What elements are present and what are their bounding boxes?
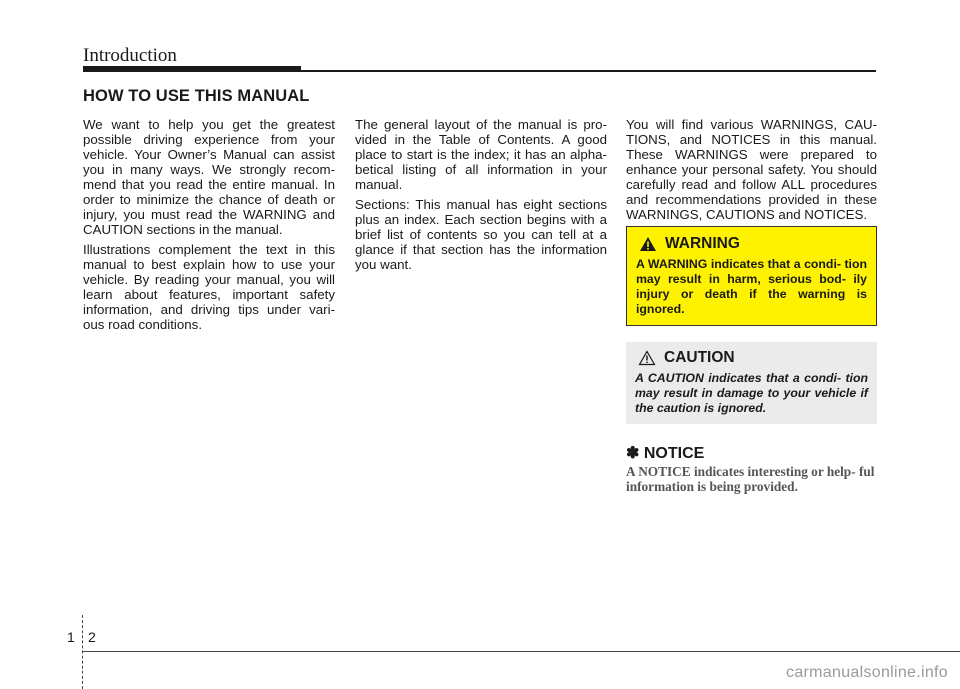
paragraph: Sections: This manual has eight sections plus an index. Each section begins with a brief list of contents so you can tell at a glance if that section has the information you want. <box>355 197 607 272</box>
paragraph: We want to help you get the greatest possible driving experience from your vehicle. Your Owner’s Manual can assist you in many ways. We strongly recom- mend that you read the entire manual. In order to minimize the chance of death or injury, you must read the WARNING and CAUTION sections in the manual. <box>83 117 335 237</box>
caution-triangle-icon <box>638 350 656 366</box>
page-margin-dashed-line <box>82 615 83 689</box>
warning-triangle-icon <box>639 236 657 252</box>
caution-header <box>638 349 868 367</box>
caution-box <box>626 342 877 424</box>
warning-text: A WARNING indicates that a condi- tion may result in harm, serious bod- ily injury or death if the warning is ignored. <box>636 257 867 316</box>
column-1 <box>83 117 335 337</box>
footer-rule <box>83 651 960 652</box>
warning-title: WARNING <box>665 235 740 252</box>
column-3 <box>626 117 877 227</box>
paragraph: The general layout of the manual is pro- vided in the Table of Contents. A good place to start is the index; it has an alpha- betical listing of all information in your manual. <box>355 117 607 192</box>
notice-title-label: NOTICE <box>643 445 705 462</box>
caution-text: A CAUTION indicates that a condi- tion may result in damage to your vehicle if the caution is ignored. <box>635 371 868 415</box>
page-number: 2 <box>88 629 96 645</box>
notice-asterisk-icon: ✽ <box>626 445 640 462</box>
chapter-number: 1 <box>67 629 75 645</box>
section-title: HOW TO USE THIS MANUAL <box>83 87 310 105</box>
caution-title: CAUTION <box>664 349 735 366</box>
header-title: Introduction <box>83 45 177 66</box>
watermark: carmanualsonline.info <box>786 664 948 681</box>
paragraph: Illustrations complement the text in this manual to best explain how to use your vehicle. By reading your manual, you will learn about features, important safety information, and driving tips under vari- ous road conditions. <box>83 242 335 332</box>
warning-box <box>626 226 877 326</box>
header-rule-thick <box>83 66 301 72</box>
notice-title <box>626 443 704 463</box>
warning-header <box>639 235 867 253</box>
notice-text: A NOTICE indicates interesting or help- ful information is being provided. <box>626 464 875 494</box>
paragraph: You will find various WARNINGS, CAU- TIONS, and NOTICES in this manual. These WARNINGS were prepared to enhance your personal safety. You should carefully read and follow ALL procedures and recommendations provided in these WARNINGS, CAUTIONS and NOTICES. <box>626 117 877 222</box>
column-2 <box>355 117 607 277</box>
header-rule-thin <box>301 70 876 72</box>
